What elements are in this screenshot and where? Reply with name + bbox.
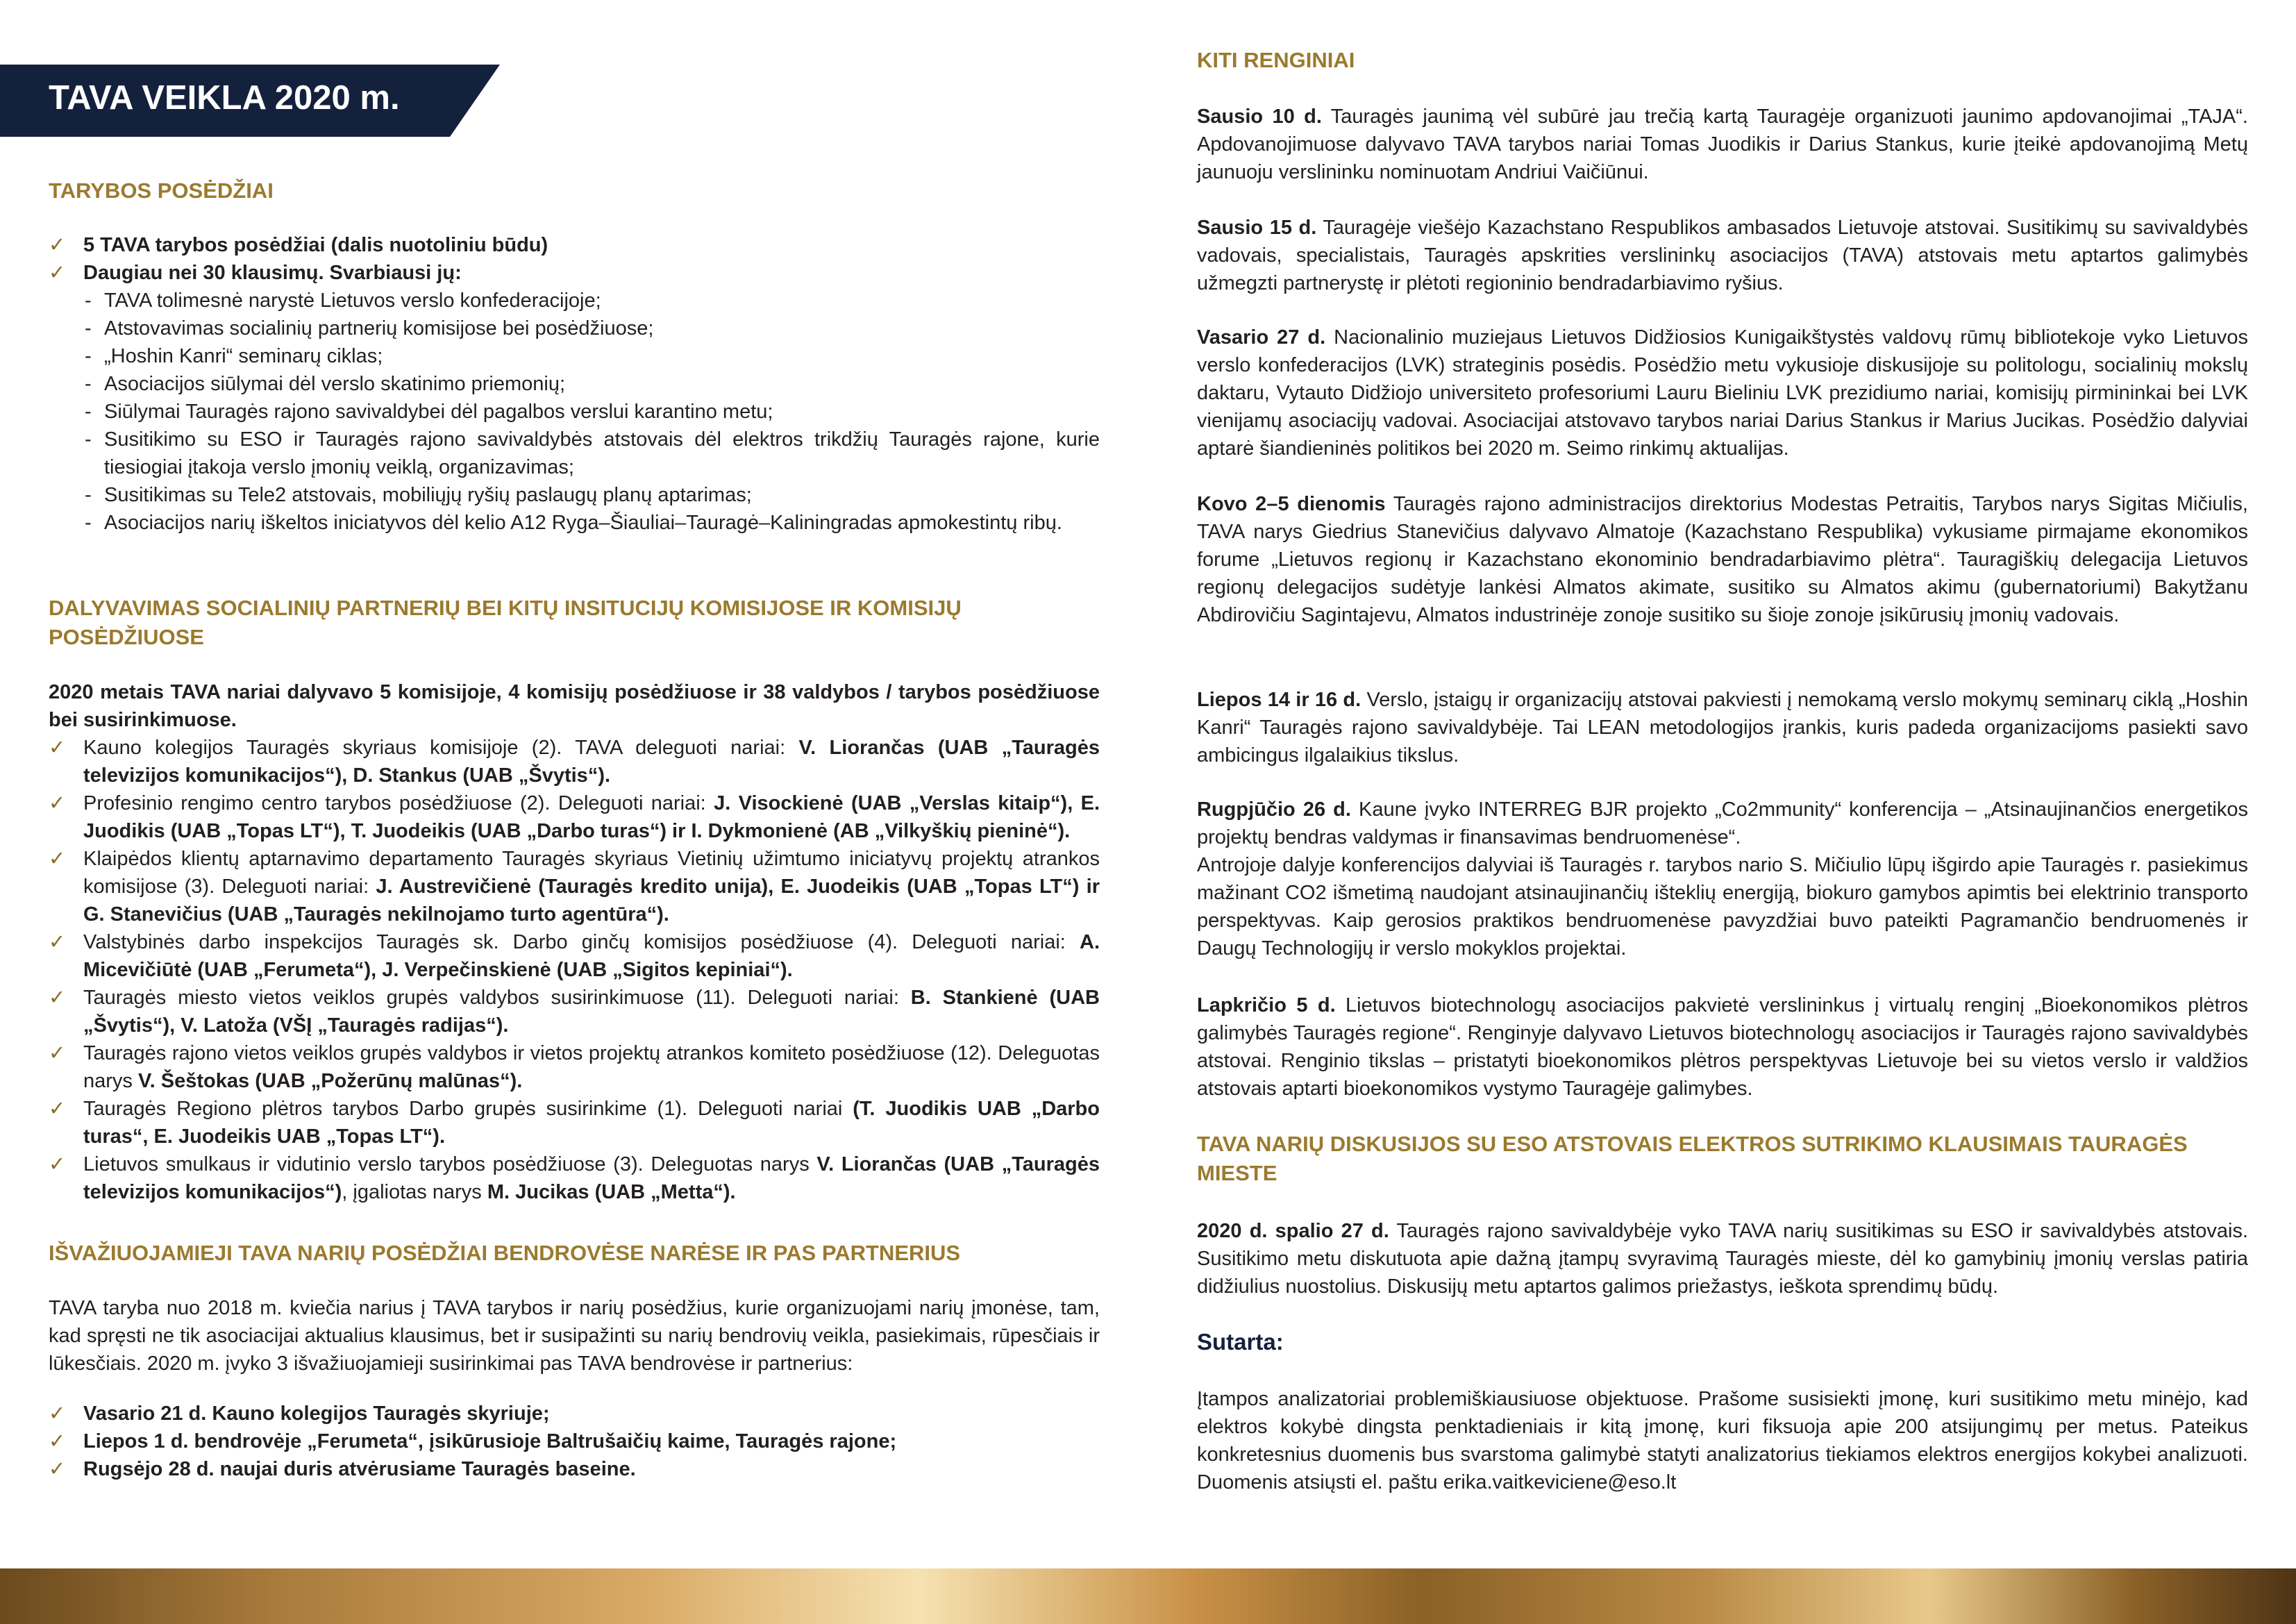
list-item: ✓ Profesinio rengimo centro tarybos posėdžiuose (2). Deleguoti nariai: J. Visockienė (UAB „Verslas kitaip“), E. Juodikis (UAB „Topas LT“), T. Juodeikis (UAB „Darbo turas“) ir I. Dykmonienė (AB „Vilkyškių pieninė“). <box>49 789 1100 845</box>
eso-meeting: 2020 d. spalio 27 d. Tauragės rajono savivaldybėje vyko TAVA narių susitikimas su ESO ir savivaldybės atstovais. Susitikimo metu diskutuota apie dažną įtampų svyravimą Tauragės mieste, dėl ko gamybinių įmonių verslas patiria didžiulius nuostolius. Diskusijų metu aptartos galimos priežastys, ieškota sprendimų būdų. <box>1197 1220 2249 1298</box>
list-item: ✓ Daugiau nei 30 klausimų. Svarbiausi jų: <box>49 259 1100 287</box>
list-item: ✓ Valstybinės darbo inspekcijos Tauragės sk. Darbo ginčų komisijos posėdžiuose (4). Deleguoti nariai: A. Micevičiūtė (UAB „Ferumeta“), J. Verpečinskienė (UAB „Sigitos kepiniai“). <box>49 928 1100 984</box>
check-icon: ✓ <box>49 234 66 256</box>
list-item: ✓ Kauno kolegijos Tauragės skyriaus komisijoje (2). TAVA deleguoti nariai: V. Liorančas (UAB „Tauragės televizijos komunikacijos“), D. Stankus (UAB „Švytis“). <box>49 734 1100 789</box>
event-item: Sausio 15 d. Tauragėje viešėjo Kazachstano Respublikos ambasados Lietuvoje atstovai. Susitikimų su savivaldybės vadovais, specialistais, Tauragės apskrities verslininkų asociacijos (TAVA) atstovais metu aptartos galimybės užmegzti partnerystę ir plėtoti regioninio bendradarbiavimo ryšius. <box>1197 217 2248 294</box>
list-item: ✓ Klaipėdos klientų aptarnavimo departamento Tauragės skyriaus Vietinių užimtumo iniciatyvų projektų atrankos komisijose (3). Deleguoti nariai: J. Austrevičienė (Tauragės kredito unija), E. Juodeikis (UAB „Topas LT“) ir G. Stanevičius (UAB „Tauragės nekilnojamo turto agentūra“). <box>49 845 1100 928</box>
list-item: - TAVA tolimesnė narystė Lietuvos verslo konfederacijoje; <box>85 290 601 312</box>
list-item: - „Hoshin Kanri“ seminarų ciklas; <box>85 345 383 367</box>
check-icon: ✓ <box>49 262 66 284</box>
event-date: Sausio 15 d. <box>1197 217 1317 239</box>
check-icon: ✓ <box>49 931 66 953</box>
check-icon: ✓ <box>49 1403 66 1425</box>
list-item: ✓ Liepos 1 d. bendrovėje „Ferumeta“, įsikūrusioje Baltrušaičių kaime, Tauragės rajone; <box>49 1428 1100 1455</box>
check-icon: ✓ <box>49 848 66 870</box>
list-item: - Susitikimas su Tele2 atstovais, mobiliųjų ryšių paslaugų planų aptarimas; <box>85 484 752 506</box>
council-meetings-list <box>49 231 1100 537</box>
event-date: Rugpjūčio 26 d. <box>1197 798 1351 821</box>
outgoing-intro: TAVA taryba nuo 2018 m. kviečia narius į TAVA tarybos ir narių posėdžius, kurie organizuojami narių įmonėse, tam, kad spręsti ne tik asociacijai aktualius klausimus, bet ir susipažinti su narių bendrovių veikla, pasiekimais, rūpesčiais ir lūkesčiais. 2020 m. įvyko 3 išvažiuojamieji susirinkimai pas TAVA bendrovėse ir partnerius: <box>49 1297 1100 1375</box>
event-date: Sausio 10 d. <box>1197 106 1322 128</box>
list-item: ✓ Tauragės rajono vietos veiklos grupės valdybos ir vietos projektų atrankos komiteto posėdžiuose (12). Deleguotas narys V. Šeštokas (UAB „Požerūnų malūnas“). <box>49 1039 1100 1095</box>
list-item: - Susitikimo su ESO ir Tauragės rajono savivaldybės atstovais dėl elektros trikdžių Tauragės rajone, kurie tiesiogiai įtakoja verslo įmonių veiklą, organizavimas; <box>85 428 1100 478</box>
check-icon: ✓ <box>49 1430 66 1453</box>
section-heading-eso-discussions: TAVA NARIŲ DISKUSIJOS SU ESO ATSTOVAIS ELEKTROS SUTRIKIMO KLAUSIMAIS TAURAGĖS MIESTE <box>1197 1132 2188 1185</box>
event-item: Vasario 27 d. Nacionalinio muziejaus Lietuvos Didžiosios Kunigaikštystės valdovų rūmų bibliotekoje vyko Lietuvos verslo konfederacijos (LVK) strateginis posėdis. Posėdžio metu vykusioje diskusijoje su politologu, socialinių mokslų daktaru, Vytauto Didžiojo universiteto profesoriumi Lauru Bieliniu LVK prezidiumo nariai, komisijų pirmininkai bei LVK vienijamų asociacijų vadovai. Asociacijai atstovavo tarybos nariai Darius Stankus ir Marius Jucikas. Posėdžio dalyviai aptarė šiandieninės politikos bei 2020 m. Seimo rinkimų aktualijas. <box>1197 326 2248 460</box>
commissions-list <box>49 678 1100 1206</box>
outgoing-meetings <box>49 1294 1100 1483</box>
event-date: Liepos 14 ir 16 d. <box>1197 689 1361 711</box>
list-item: - Asociacijos narių iškeltos iniciatyvos dėl kelio A12 Ryga–Šiauliai–Tauragė–Kaliningradas apmokestintų ribų. <box>85 512 1062 534</box>
page-title: TAVA VEIKLA 2020 m. <box>49 79 400 117</box>
section-heading-council-meetings: TARYBOS POSĖDŽIAI <box>49 178 274 203</box>
event-date: 2020 d. spalio 27 d. <box>1197 1220 1389 1242</box>
list-item: ✓ Vasario 21 d. Kauno kolegijos Tauragės skyriuje; <box>49 1400 1100 1428</box>
list-item: - Siūlymai Tauragės rajono savivaldybei dėl pagalbos verslui karantino metu; <box>85 401 773 423</box>
list-item: ✓ Tauragės Regiono plėtros tarybos Darbo grupės susirinkime (1). Deleguoti nariai (T. Juodikis UAB „Darbo turas“, E. Juodeikis UAB „Topas LT“). <box>49 1095 1100 1150</box>
section-heading-outgoing-meetings: IŠVAŽIUOJAMIEJI TAVA NARIŲ POSĖDŽIAI BENDROVĖSE NARĖSE IR PAS PARTNERIUS <box>49 1241 961 1265</box>
list-item: - Atstovavimas socialinių partnerių komisijose bei posėdžiuose; <box>85 317 654 340</box>
check-icon: ✓ <box>49 987 66 1009</box>
check-icon: ✓ <box>49 1042 66 1064</box>
event-item: Lapkričio 5 d. Lietuvos biotechnologų asociacijos pakvietė verslininkus į virtualų renginį „Bioekonomikos plėtros galimybės Tauragės regione“. Renginyje dalyvavo Lietuvos biotechnologų asociacijos ir Tauragės rajono savivaldybės atstovai. Renginio tikslas – pristatyti bioekonomikos plėtros perspektyvas Lietuvoje bei su vietos verslo ir valdžios atstovais aptarti bioekonomikos vystymo Tauragėje galimybes. <box>1197 994 2248 1100</box>
check-icon: ✓ <box>49 737 66 759</box>
event-item: Kovo 2–5 dienomis Tauragės rajono administracijos direktorius Modestas Petraitis, Tarybos narys Sigitas Mičiulis, TAVA narys Giedrius Stanevičius dalyvavo Almatoje (Kazachstano Respublika) vykusiame pirmajame ekonomikos forume „Lietuvos regionų ir Kazachstano ekonominio bendradarbiavimo plėtra“. Tauragiškių delegacija Lietuvos regionų delegacijos sudėtyje lankėsi Almatos akimate, susitiko su Almatos akimu (gubernatoriumi) Bakytžanu Abdirovičiu Sagintajevu, Almatos industrinėje zonoje susitiko su šioje zonoje įsikūrusių įmonių vadovais. <box>1197 493 2248 626</box>
list-item: ✓ 5 TAVA tarybos posėdžiai (dalis nuotoliniu būdu) <box>49 231 1100 259</box>
agreed-text: Įtampos analizatoriai problemiškiausiuose objektuose. Prašome susisiekti įmonę, kuri susitikimo metu minėjo, kad elektros kokybė dingsta penktadieniais ir kitą įmonę, kuri fiksuoja apie 200 atsijungimų per metus. Pateikus konkretesnius duomenis bus svarstoma galimybė statyti analizatorius tiekiamos elektros energijos kokybei analizuoti. Duomenis atsiųsti el. paštu erika.vaitkeviciene@eso.lt <box>1197 1388 2248 1493</box>
section-heading-other-events: KITI RENGINIAI <box>1197 48 1355 72</box>
check-icon: ✓ <box>49 1098 66 1120</box>
section-heading-commissions: DALYVAVIMAS SOCIALINIŲ PARTNERIŲ BEI KITŲ INSITUCIJŲ KOMISIJOSE IR KOMISIJŲ POSĖDŽIUOSE <box>49 596 962 649</box>
agreed-label: Sutarta: <box>1197 1329 1284 1355</box>
event-date: Vasario 27 d. <box>1197 326 1326 349</box>
event-date: Kovo 2–5 dienomis <box>1197 493 1386 515</box>
list-item: ✓ Lietuvos smulkaus ir vidutinio verslo tarybos posėdžiuose (3). Deleguotas narys V. Liorančas (UAB „Tauragės televizijos komunikacijos“), įgaliotas narys M. Jucikas (UAB „Metta“). <box>49 1150 1100 1206</box>
check-icon: ✓ <box>49 792 66 814</box>
footer-gold-bar <box>0 1568 2296 1624</box>
list-item: ✓ Rugsėjo 28 d. naujai duris atvėrusiame Tauragės baseine. <box>49 1455 1100 1483</box>
commissions-intro: 2020 metais TAVA nariai dalyvavo 5 komisijoje, 4 komisijų posėdžiuose ir 38 valdybos / tarybos posėdžiuose bei susirinkimuose. <box>49 681 1100 731</box>
list-item: - Asociacijos siūlymai dėl verslo skatinimo priemonių; <box>85 373 566 395</box>
event-item: Sausio 10 d. Tauragės jaunimą vėl subūrė jau trečią kartą Tauragėje organizuoti jaunimo apdovanojimai „TAJA“. Apdovanojimuose dalyvavo TAVA tarybos nariai Tomas Juodikis ir Darius Stankus, kurie įteikė apdovanojimą Metų jaunuoju verslininku nominuotam Andriui Vaičiūnui. <box>1197 106 2248 183</box>
check-icon: ✓ <box>49 1153 66 1175</box>
event-date: Lapkričio 5 d. <box>1197 994 1336 1016</box>
check-icon: ✓ <box>49 1458 66 1480</box>
event-item: Liepos 14 ir 16 d. Verslo, įstaigų ir organizacijų atstovai pakviesti į nemokamą verslo mokymų seminarų ciklą „Hoshin Kanri“ Tauragės rajono savivaldybėje. Tai LEAN metodologijos įrankis, kuris padeda organizacijoms pasiekti savo ambicingus ilgalaikius tikslus. <box>1197 689 2248 767</box>
list-item: ✓ Tauragės miesto vietos veiklos grupės valdybos susirinkimuose (11). Deleguoti nariai: B. Stankienė (UAB „Švytis“), V. Latoža (VŠĮ „Tauragės radijas“). <box>49 984 1100 1039</box>
event-item: Rugpjūčio 26 d. Kaune įvyko INTERREG BJR projekto „Co2mmunity“ konferencija – „Atsinaujinančios energetikos projektų bendras valdymas ir finansavimas bendruomenėse“. Antrojoje dalyje konferencijos dalyviai iš Tauragės r. tarybos nario S. Mičiulio lūpų išgirdo apie Tauragės r. pasiekimus mažinant CO2 išmetimą naudojant atsinaujinančių išteklių energiją, biokuro gamybos apimtis bei elektrinio transporto perspektyvas. Kaip gerosios praktikos bendruomenėse pavyzdžiai buvo pateikti Pagramančio bendruomenės ir Daugų Technologijų ir verslo mokyklos projektai. <box>1197 798 2248 960</box>
